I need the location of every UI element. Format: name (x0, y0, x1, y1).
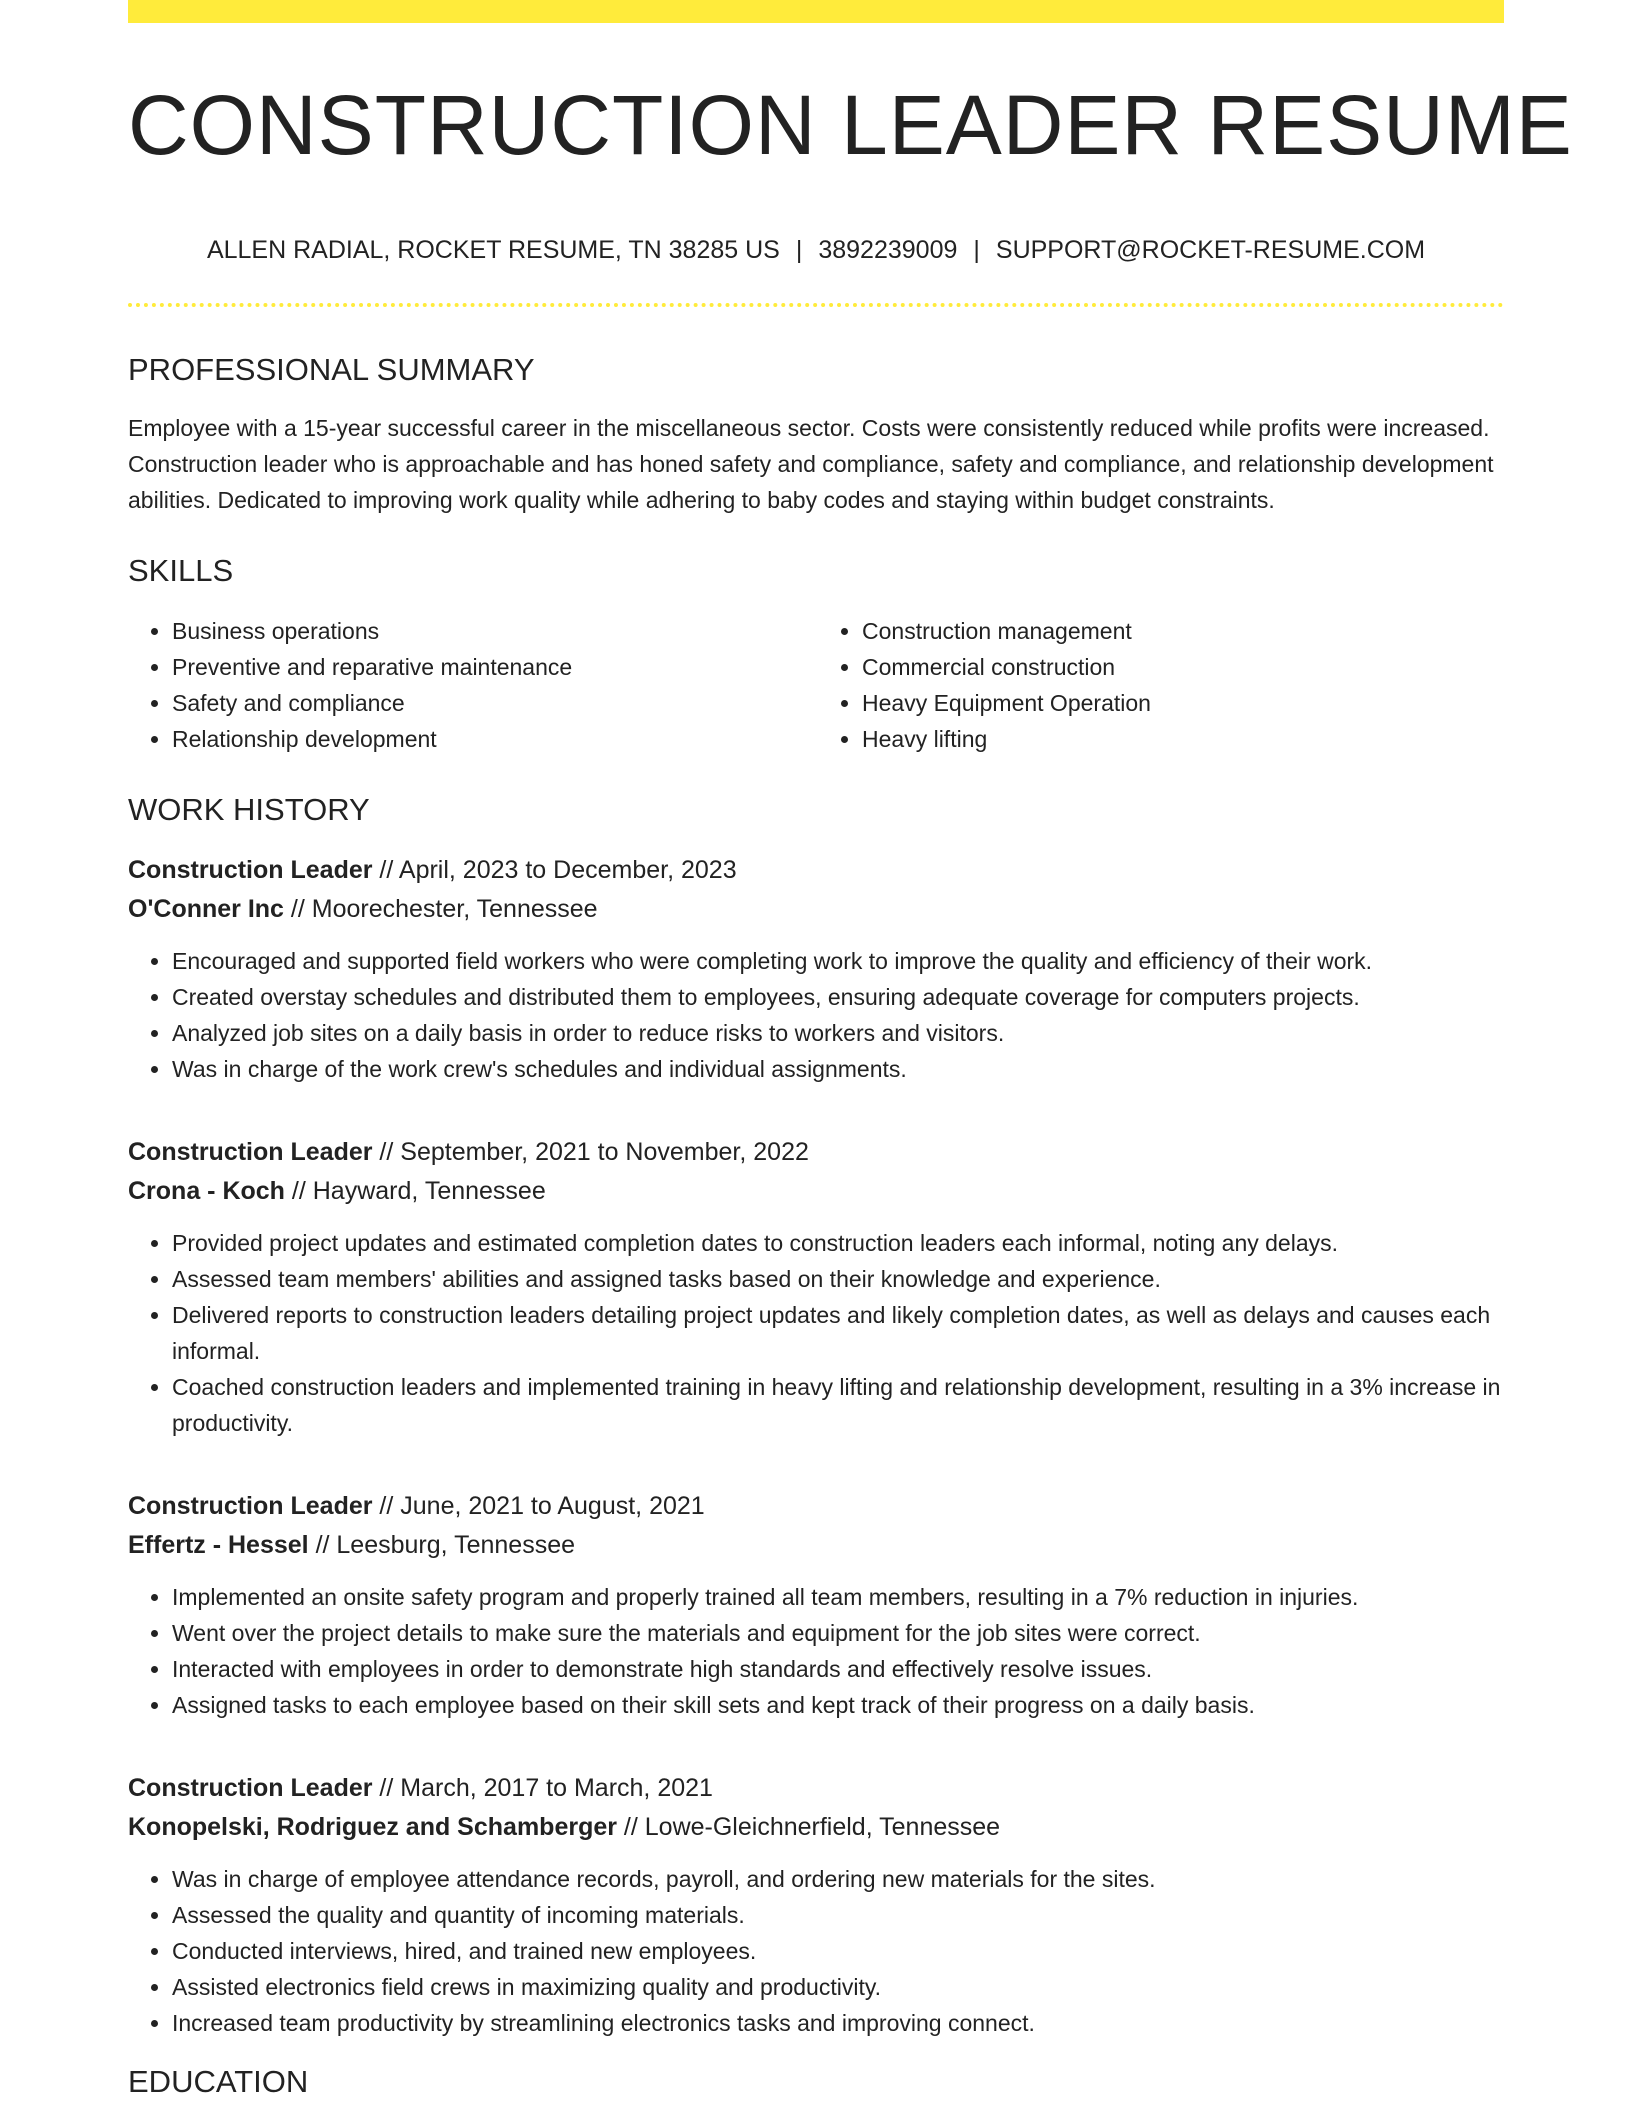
job-title-line (128, 1487, 1504, 1526)
skill-item: • Construction management (862, 613, 1502, 649)
job-company-line (128, 1526, 1504, 1565)
skill-item: • Relationship development (172, 721, 812, 757)
job-title-line (128, 1133, 1504, 1172)
skills-column-right (812, 613, 1502, 757)
job-company: Effertz - Hessel (128, 1530, 309, 1559)
job-bullets (128, 1579, 1504, 1723)
job-dates: // September, 2021 to November, 2022 (372, 1137, 809, 1166)
summary-heading: PROFESSIONAL SUMMARY (128, 352, 535, 387)
job-bullet: • Went over the project details to make sure the materials and equipment for the job sites were correct. (172, 1615, 1504, 1651)
resume-title: CONSTRUCTION LEADER RESUME (128, 78, 1573, 172)
job-bullet: • Assessed the quality and quantity of incoming materials. (172, 1897, 1504, 1933)
contact-address: ALLEN RADIAL, ROCKET RESUME, TN 38285 US (206, 236, 780, 264)
job-bullet: • Assisted electronics field crews in maximizing quality and productivity. (172, 1969, 1504, 2005)
job-location: // Hayward, Tennessee (284, 1176, 546, 1205)
job-bullet: • Implemented an onsite safety program and properly trained all team members, resulting in a 7% reduction in injuries. (172, 1579, 1504, 1615)
job-company: Konopelski, Rodriguez and Schamberger (128, 1812, 617, 1841)
job-title: Construction Leader (128, 855, 373, 884)
job-bullet: • Created overstay schedules and distributed them to employees, ensuring adequate coverage for computers projects. (172, 979, 1504, 1015)
job-entry (128, 1487, 1504, 1723)
job-bullet: • Delivered reports to construction leaders detailing project updates and likely completion dates, as well as delays and causes each informal. (172, 1297, 1504, 1369)
job-bullet: • Was in charge of the work crew's schedules and individual assignments. (172, 1051, 1504, 1087)
job-location: // Leesburg, Tennessee (308, 1530, 576, 1559)
job-bullet: • Provided project updates and estimated completion dates to construction leaders each informal, noting any delays. (172, 1225, 1504, 1261)
job-bullet: • Conducted interviews, hired, and trained new employees. (172, 1933, 1504, 1969)
job-entry (128, 1133, 1504, 1441)
skill-item: • Preventive and reparative maintenance (172, 649, 812, 685)
job-title: Construction Leader (128, 1773, 373, 1802)
job-company-line (128, 890, 1504, 929)
job-title: Construction Leader (128, 1137, 373, 1166)
skills-heading: SKILLS (128, 553, 234, 589)
job-dates: // March, 2017 to March, 2021 (372, 1773, 713, 1802)
job-bullet: • Assessed team members' abilities and assigned tasks based on their knowledge and experience. (172, 1261, 1504, 1297)
contact-phone: 3892239009 (818, 236, 958, 264)
job-entry (128, 1769, 1504, 2041)
education-heading: EDUCATION (128, 2063, 309, 2099)
contact-line (128, 235, 1504, 265)
skill-item: • Business operations (172, 613, 812, 649)
contact-email: SUPPORT@ROCKET-RESUME.COM (995, 236, 1426, 264)
skill-item: • Heavy lifting (862, 721, 1502, 757)
job-bullets (128, 943, 1504, 1087)
job-location: // Moorechester, Tennessee (283, 894, 598, 923)
job-title-line (128, 1769, 1504, 1808)
skills-list (128, 613, 1504, 757)
skill-item: • Safety and compliance (172, 685, 812, 721)
job-bullet: • Interacted with employees in order to demonstrate high standards and effectively resolve issues. (172, 1651, 1504, 1687)
skill-item: • Commercial construction (862, 649, 1502, 685)
job-company-line (128, 1808, 1504, 1847)
job-company-line (128, 1172, 1504, 1211)
job-location: // Lowe-Gleichnerfield, Tennessee (616, 1812, 1001, 1841)
job-dates: // April, 2023 to December, 2023 (372, 855, 737, 884)
job-bullet: • Coached construction leaders and implemented training in heavy lifting and relationship development, resulting in a 3% increase in productivity. (172, 1369, 1504, 1441)
job-bullets (128, 1861, 1504, 2041)
resume-page (128, 0, 1573, 2100)
contact-separator: | (973, 236, 980, 264)
job-entry (128, 851, 1504, 1087)
job-bullet: • Was in charge of employee attendance records, payroll, and ordering new materials for the sites. (172, 1861, 1504, 1897)
job-bullet: • Assigned tasks to each employee based on their skill sets and kept track of their progress on a daily basis. (172, 1687, 1504, 1723)
job-dates: // June, 2021 to August, 2021 (372, 1491, 705, 1520)
skill-item: • Heavy Equipment Operation (862, 685, 1502, 721)
job-bullets (128, 1225, 1504, 1441)
job-bullet: • Encouraged and supported field workers who were completing work to improve the quality and efficiency of their work. (172, 943, 1504, 979)
job-title: Construction Leader (128, 1491, 373, 1520)
dotted-divider (128, 303, 1504, 307)
job-bullet: • Increased team productivity by streamlining electronics tasks and improving connect. (172, 2005, 1504, 2041)
summary-text: Employee with a 15-year successful career in the miscellaneous sector. Costs were consistently reduced while profits were increased. Construction leader who is approachable and has honed safety and compliance, safety and compliance, and relationship development abilities. Dedicated to improving work quality while adhering to baby codes and staying within budget constraints. (128, 415, 1494, 514)
skills-column-left (128, 613, 812, 757)
job-title-line (128, 851, 1504, 890)
job-company: Crona - Koch (128, 1176, 285, 1205)
contact-separator: | (795, 236, 803, 264)
job-company: O'Conner Inc (128, 894, 284, 923)
job-bullet: • Analyzed job sites on a daily basis in order to reduce risks to workers and visitors. (172, 1015, 1504, 1051)
top-accent-bar (128, 0, 1504, 23)
work-history-heading: WORK HISTORY (128, 792, 370, 828)
